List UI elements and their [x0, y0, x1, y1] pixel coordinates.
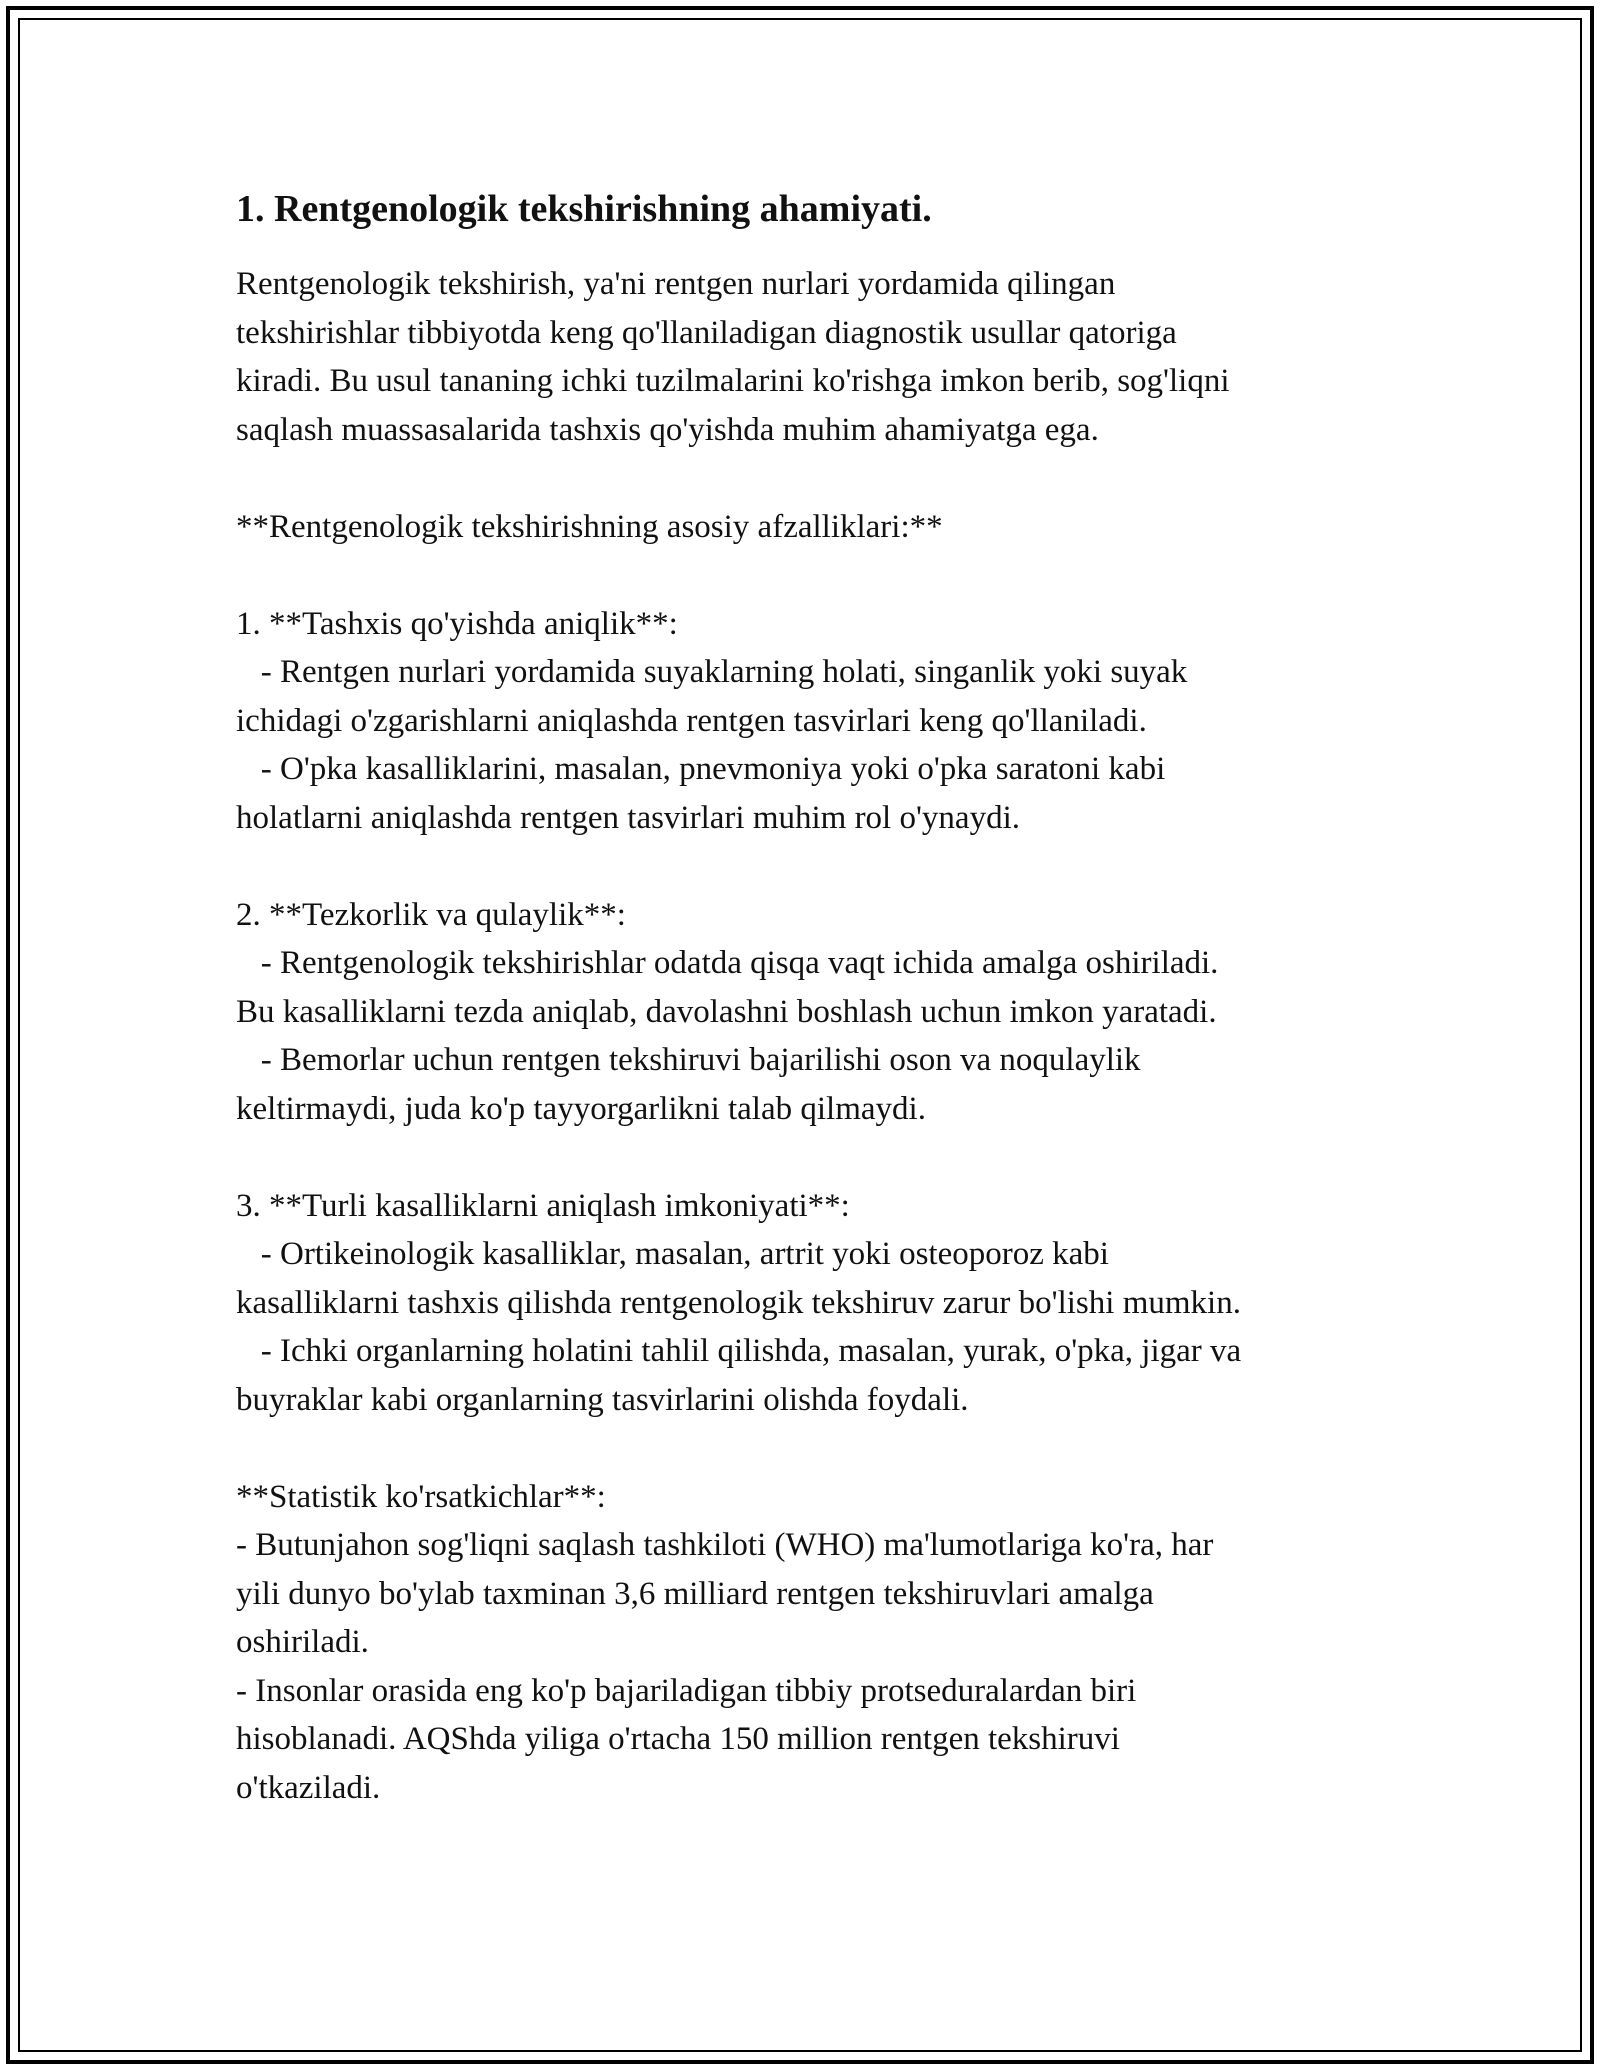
advantages-heading: **Rentgenologik tekshirishning asosiy afzalliklari:**: [236, 508, 943, 545]
paragraph-intro: Rentgenologik tekshirish, ya'ni rentgen nurlari yordamida qilingan tekshirishlar tibbiyotda keng qo'llaniladigan diagnostik usullar qatoriga kiradi. Bu usul tananing ichki tuzilmalarini ko'rishga imkon berib, sog'liqni saqlash muassasalarida tashxis qo'yishda muhim ahamiyatga ega.: [236, 266, 1230, 448]
advantage-item-accuracy: 1. **Tashxis qo'yishda aniqlik**: - Rentgen nurlari yordamida suyaklarning holati, singanlik yoki suyak ichidagi o'zgarishlarni aniqlashda rentgen tasvirlari keng qo'llaniladi. - O'pka kasalliklarini, masalan, pnevmoniya yoki o'pka saratoni kabi holatlarni aniqlashda rentgen tasvirlari muhim rol o'ynaydi.: [236, 605, 1188, 836]
blank-line: [236, 842, 1366, 891]
advantage-item-speed: 2. **Tezkorlik va qulaylik**: - Rentgenologik tekshirishlar odatda qisqa vaqt ichida amalga oshiriladi. Bu kasalliklarni tezda aniqlab, davolashni boshlash uchun imkon yaratadi. - Bemorlar uchun rentgen tekshiruvi bajarilishi oson va noqulaylik keltirmaydi, juda ko'p tayyorgarlikni talab qilmaydi.: [236, 896, 1219, 1127]
blank-line: [236, 1133, 1366, 1182]
blank-line: [236, 551, 1366, 600]
blank-line: [236, 454, 1366, 503]
advantage-item-diagnosis: 3. **Turli kasalliklarni aniqlash imkoniyati**: - Ortikeinologik kasalliklar, masalan, artrit yoki osteoporoz kabi kasalliklarni tashxis qilishda rentgenologik tekshiruv zarur bo'lishi mumkin. - Ichki organlarning holatini tahlil qilishda, masalan, yurak, o'pka, jigar va buyraklar kabi organlarning tasvirlarini olishda foydali.: [236, 1187, 1242, 1418]
statistics-section: **Statistik ko'rsatkichlar**: - Butunjahon sog'liqni saqlash tashkiloti (WHO) ma'lumotlariga ko'ra, har yili dunyo bo'ylab taxminan 3,6 milliard rentgen tekshiruvlari amalga oshiriladi. - Insonlar orasida eng ko'p bajariladigan tibbiy protseduralardan biri hisoblanadi. AQShda yiliga o'rtacha 150 million rentgen tekshiruvi o'tkaziladi.: [236, 1478, 1214, 1806]
document-title: 1. Rentgenologik tekshirishning ahamiyati.: [236, 188, 932, 230]
blank-line: [236, 1424, 1366, 1473]
document-content: [236, 184, 1366, 1812]
